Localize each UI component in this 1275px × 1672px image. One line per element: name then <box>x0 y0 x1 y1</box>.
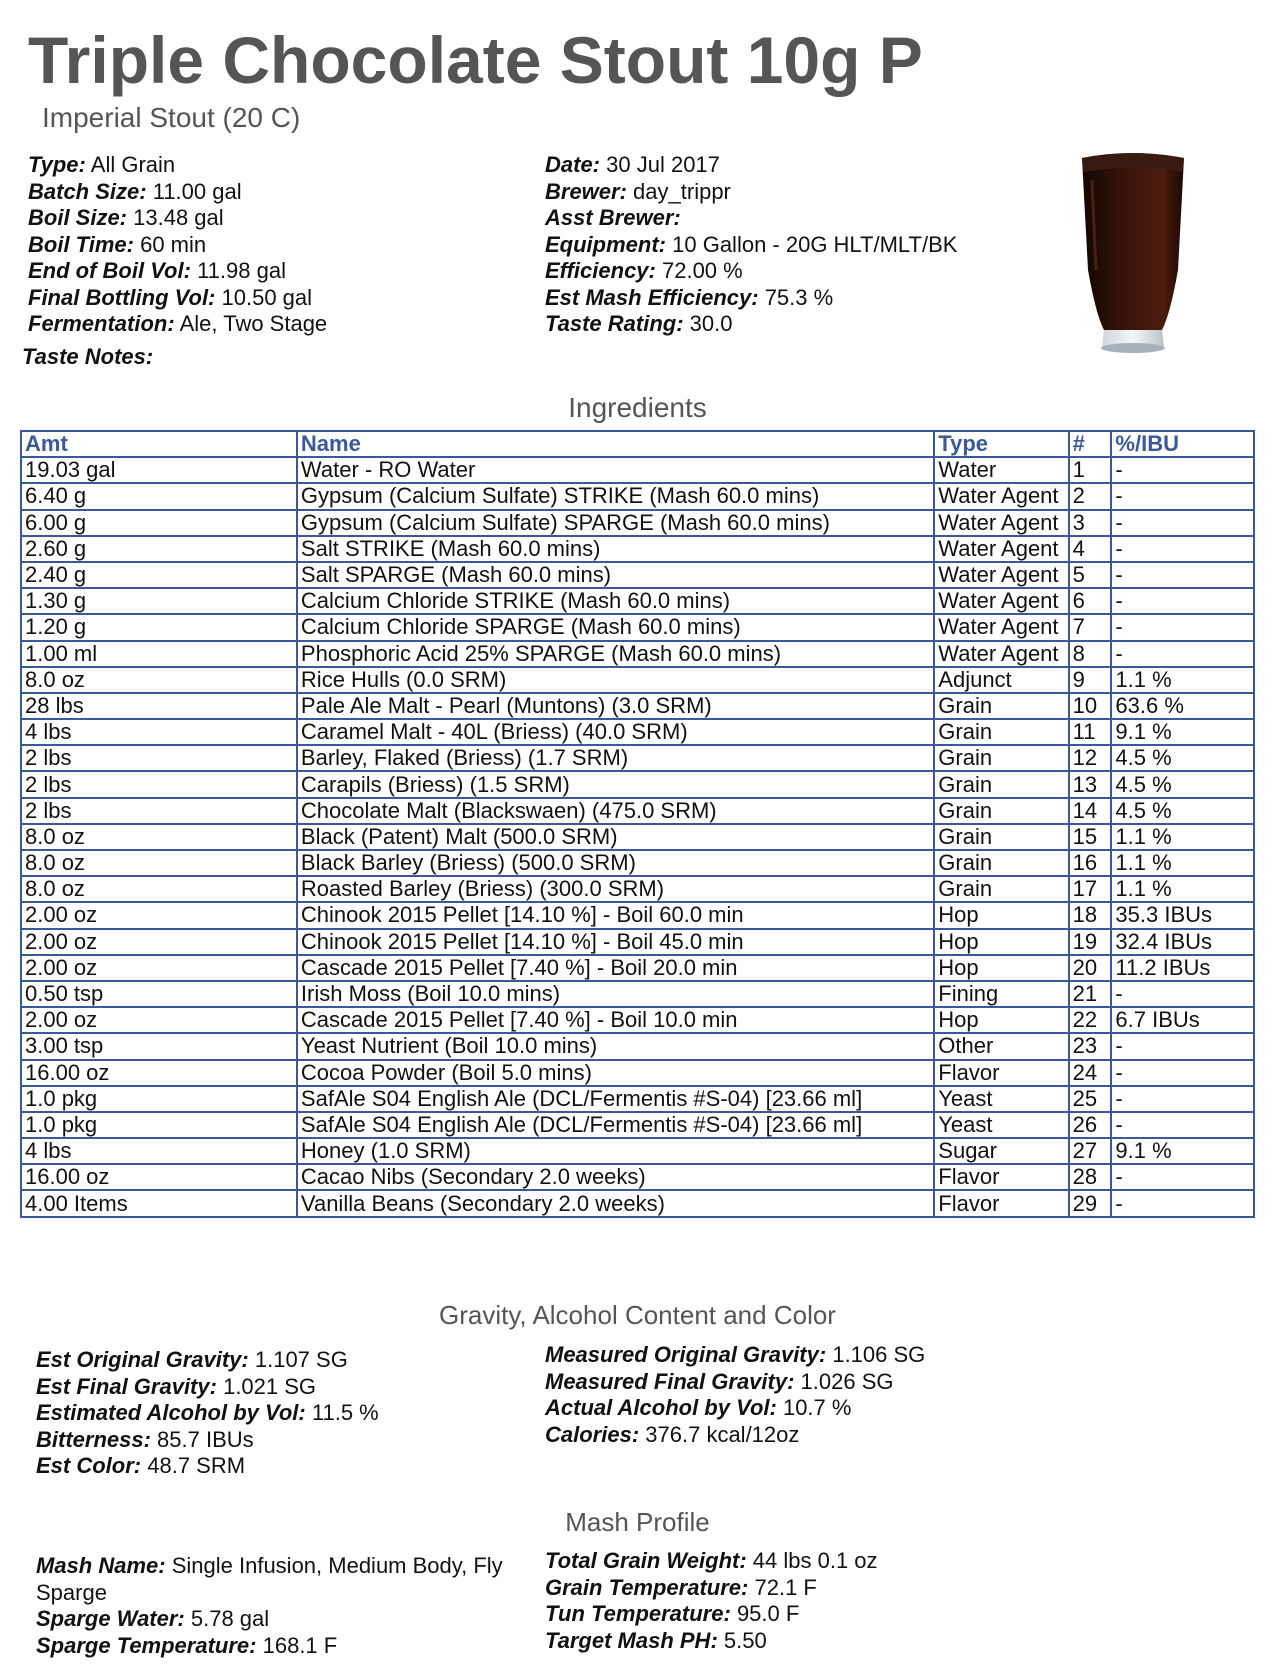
table-row <box>21 457 1254 483</box>
stat-actual-abv: Actual Alcohol by Vol: 10.7 % <box>545 1395 852 1420</box>
column-header-amt: Amt <box>21 431 297 457</box>
cell-amt: 2 lbs <box>21 745 297 771</box>
table-row <box>21 1033 1254 1059</box>
cell-pct-ibu: - <box>1111 562 1254 588</box>
cell-number: 24 <box>1069 1060 1112 1086</box>
table-row <box>21 876 1254 902</box>
cell-name: SafAle S04 English Ale (DCL/Fermentis #S-04) [23.66 ml] <box>297 1112 934 1138</box>
cell-amt: 16.00 oz <box>21 1060 297 1086</box>
cell-name: Gypsum (Calcium Sulfate) SPARGE (Mash 60.0 mins) <box>297 510 934 536</box>
cell-number: 10 <box>1069 693 1112 719</box>
cell-amt: 2.00 oz <box>21 1007 297 1033</box>
cell-type: Water Agent <box>934 588 1068 614</box>
table-row <box>21 667 1254 693</box>
table-row <box>21 771 1254 797</box>
table-row <box>21 588 1254 614</box>
info-boil-time: Boil Time: 60 min <box>28 231 207 257</box>
cell-amt: 3.00 tsp <box>21 1033 297 1059</box>
cell-name: Vanilla Beans (Secondary 2.0 weeks) <box>297 1190 934 1216</box>
info-end-of-boil-vol: End of Boil Vol: 11.98 gal <box>28 258 286 283</box>
cell-number: 6 <box>1069 588 1112 614</box>
recipe-title: Triple Chocolate Stout 10g P <box>28 23 923 97</box>
ingredients-table <box>20 430 1255 1218</box>
cell-type: Fining <box>934 981 1068 1007</box>
cell-pct-ibu: - <box>1111 1086 1254 1112</box>
cell-type: Grain <box>934 693 1068 719</box>
cell-amt: 4 lbs <box>21 1138 297 1164</box>
info-efficiency: Efficiency: 72.00 % <box>545 258 743 283</box>
cell-name: Chinook 2015 Pellet [14.10 %] - Boil 60.0 min <box>297 902 934 928</box>
cell-name: Rice Hulls (0.0 SRM) <box>297 667 934 693</box>
info-final-bottling-vol: Final Bottling Vol: 10.50 gal <box>28 284 313 310</box>
cell-type: Other <box>934 1033 1068 1059</box>
cell-name: Cascade 2015 Pellet [7.40 %] - Boil 10.0 min <box>297 1007 934 1033</box>
cell-pct-ibu: - <box>1111 1164 1254 1190</box>
ingredients-heading: Ingredients <box>568 392 707 423</box>
cell-number: 3 <box>1069 510 1112 536</box>
cell-amt: 2 lbs <box>21 771 297 797</box>
cell-name: Chinook 2015 Pellet [14.10 %] - Boil 45.0 min <box>297 929 934 955</box>
table-row <box>21 614 1254 640</box>
table-row <box>21 929 1254 955</box>
cell-name: SafAle S04 English Ale (DCL/Fermentis #S-04) [23.66 ml] <box>297 1086 934 1112</box>
cell-number: 7 <box>1069 614 1112 640</box>
cell-pct-ibu: 6.7 IBUs <box>1111 1007 1254 1033</box>
table-row <box>21 798 1254 824</box>
table-row <box>21 510 1254 536</box>
cell-type: Flavor <box>934 1190 1068 1216</box>
cell-name: Pale Ale Malt - Pearl (Muntons) (3.0 SRM) <box>297 693 934 719</box>
cell-type: Water Agent <box>934 641 1068 667</box>
table-row <box>21 902 1254 928</box>
taste-notes: Taste Notes: <box>22 344 154 369</box>
cell-number: 18 <box>1069 902 1112 928</box>
stat-grain-temperature: Grain Temperature: 72.1 F <box>545 1574 817 1600</box>
cell-number: 8 <box>1069 641 1112 667</box>
cell-name: Gypsum (Calcium Sulfate) STRIKE (Mash 60.0 mins) <box>297 483 934 509</box>
table-row <box>21 719 1254 745</box>
table-row <box>21 536 1254 562</box>
column-header-number: # <box>1069 431 1112 457</box>
table-row <box>21 1138 1254 1164</box>
cell-amt: 1.0 pkg <box>21 1112 297 1138</box>
cell-pct-ibu: 4.5 % <box>1111 771 1254 797</box>
info-boil-size: Boil Size: 13.48 gal <box>28 205 224 230</box>
recipe-info-left <box>28 152 327 338</box>
cell-type: Hop <box>934 1007 1068 1033</box>
gravity-heading: Gravity, Alcohol Content and Color <box>439 1300 836 1330</box>
cell-number: 16 <box>1069 850 1112 876</box>
cell-type: Yeast <box>934 1112 1068 1138</box>
cell-number: 5 <box>1069 562 1112 588</box>
table-row <box>21 483 1254 509</box>
cell-type: Water Agent <box>934 614 1068 640</box>
stat-est-final-gravity: Est Final Gravity: 1.021 SG <box>36 1373 317 1399</box>
cell-type: Water <box>934 457 1068 483</box>
cell-number: 2 <box>1069 483 1112 509</box>
cell-pct-ibu: - <box>1111 536 1254 562</box>
cell-amt: 19.03 gal <box>21 457 297 483</box>
stat-measured-fg: Measured Final Gravity: 1.026 SG <box>545 1368 894 1394</box>
cell-name: Black (Patent) Malt (500.0 SRM) <box>297 824 934 850</box>
cell-number: 20 <box>1069 955 1112 981</box>
cell-pct-ibu: 1.1 % <box>1111 850 1254 876</box>
cell-amt: 4.00 Items <box>21 1190 297 1216</box>
cell-pct-ibu: - <box>1111 483 1254 509</box>
info-taste-rating: Taste Rating: 30.0 <box>545 311 733 336</box>
info-est-mash-efficiency: Est Mash Efficiency: 75.3 % <box>545 284 834 310</box>
cell-type: Flavor <box>934 1164 1068 1190</box>
cell-number: 23 <box>1069 1033 1112 1059</box>
table-row <box>21 641 1254 667</box>
cell-pct-ibu: - <box>1111 1112 1254 1138</box>
cell-type: Water Agent <box>934 562 1068 588</box>
cell-type: Grain <box>934 771 1068 797</box>
cell-number: 14 <box>1069 798 1112 824</box>
cell-pct-ibu: 1.1 % <box>1111 824 1254 850</box>
cell-type: Water Agent <box>934 483 1068 509</box>
cell-pct-ibu: 9.1 % <box>1111 1138 1254 1164</box>
column-header-type: Type <box>934 431 1068 457</box>
info-type: Type: All Grain <box>28 152 176 177</box>
cell-type: Adjunct <box>934 667 1068 693</box>
cell-type: Grain <box>934 876 1068 902</box>
table-row <box>21 955 1254 981</box>
cell-pct-ibu: - <box>1111 510 1254 536</box>
cell-pct-ibu: - <box>1111 981 1254 1007</box>
cell-amt: 2 lbs <box>21 798 297 824</box>
info-brewer: Brewer: day_trippr <box>545 178 731 204</box>
cell-amt: 2.60 g <box>21 536 297 562</box>
stat-est-abv: Estimated Alcohol by Vol: 11.5 % <box>36 1400 379 1425</box>
cell-amt: 1.0 pkg <box>21 1086 297 1112</box>
cell-type: Flavor <box>934 1060 1068 1086</box>
cell-type: Water Agent <box>934 510 1068 536</box>
cell-name: Calcium Chloride STRIKE (Mash 60.0 mins) <box>297 588 934 614</box>
cell-number: 4 <box>1069 536 1112 562</box>
cell-pct-ibu: - <box>1111 1190 1254 1216</box>
stat-measured-og: Measured Original Gravity: 1.106 SG <box>545 1342 926 1367</box>
table-row <box>21 1190 1254 1216</box>
mash-stats-right <box>545 1548 878 1654</box>
table-row <box>21 1060 1254 1086</box>
cell-name: Cacao Nibs (Secondary 2.0 weeks) <box>297 1164 934 1190</box>
cell-pct-ibu: - <box>1111 641 1254 667</box>
cell-name: Caramel Malt - 40L (Briess) (40.0 SRM) <box>297 719 934 745</box>
stat-bitterness: Bitterness: 85.7 IBUs <box>36 1426 254 1452</box>
cell-amt: 8.0 oz <box>21 824 297 850</box>
cell-name: Phosphoric Acid 25% SPARGE (Mash 60.0 mins) <box>297 641 934 667</box>
cell-number: 22 <box>1069 1007 1112 1033</box>
cell-name: Cascade 2015 Pellet [7.40 %] - Boil 20.0 min <box>297 955 934 981</box>
cell-pct-ibu: 11.2 IBUs <box>1111 955 1254 981</box>
cell-number: 29 <box>1069 1190 1112 1216</box>
cell-pct-ibu: - <box>1111 588 1254 614</box>
beer-glass-icon <box>1078 150 1188 360</box>
cell-amt: 2.00 oz <box>21 902 297 928</box>
cell-pct-ibu: 4.5 % <box>1111 798 1254 824</box>
ingredients-body <box>21 457 1254 1216</box>
info-equipment: Equipment: 10 Gallon - 20G HLT/MLT/BK <box>545 231 958 257</box>
table-row <box>21 693 1254 719</box>
cell-number: 1 <box>1069 457 1112 483</box>
cell-type: Grain <box>934 745 1068 771</box>
cell-number: 25 <box>1069 1086 1112 1112</box>
cell-name: Calcium Chloride SPARGE (Mash 60.0 mins) <box>297 614 934 640</box>
table-row <box>21 981 1254 1007</box>
cell-pct-ibu: - <box>1111 1033 1254 1059</box>
cell-amt: 8.0 oz <box>21 876 297 902</box>
cell-type: Hop <box>934 902 1068 928</box>
stat-calories: Calories: 376.7 kcal/12oz <box>545 1421 800 1447</box>
cell-name: Cocoa Powder (Boil 5.0 mins) <box>297 1060 934 1086</box>
table-row <box>21 562 1254 588</box>
info-asst-brewer: Asst Brewer: <box>545 205 681 230</box>
cell-type: Grain <box>934 824 1068 850</box>
table-row <box>21 1112 1254 1138</box>
cell-number: 26 <box>1069 1112 1112 1138</box>
cell-amt: 2.40 g <box>21 562 297 588</box>
stat-mash-name: Mash Name: Single Infusion, Medium Body, Fly Sparge <box>36 1553 503 1605</box>
cell-pct-ibu: 32.4 IBUs <box>1111 929 1254 955</box>
recipe-info-right <box>545 152 957 338</box>
column-header-name: Name <box>297 431 934 457</box>
cell-type: Grain <box>934 850 1068 876</box>
cell-name: Chocolate Malt (Blackswaen) (475.0 SRM) <box>297 798 934 824</box>
cell-number: 19 <box>1069 929 1112 955</box>
cell-number: 9 <box>1069 667 1112 693</box>
table-row <box>21 850 1254 876</box>
info-fermentation: Fermentation: Ale, Two Stage <box>28 311 328 336</box>
cell-type: Sugar <box>934 1138 1068 1164</box>
cell-number: 27 <box>1069 1138 1112 1164</box>
mash-heading: Mash Profile <box>565 1507 710 1537</box>
cell-name: Salt SPARGE (Mash 60.0 mins) <box>297 562 934 588</box>
cell-name: Yeast Nutrient (Boil 10.0 mins) <box>297 1033 934 1059</box>
cell-type: Hop <box>934 955 1068 981</box>
cell-number: 28 <box>1069 1164 1112 1190</box>
cell-amt: 0.50 tsp <box>21 981 297 1007</box>
cell-amt: 28 lbs <box>21 693 297 719</box>
cell-amt: 2.00 oz <box>21 955 297 981</box>
cell-amt: 1.00 ml <box>21 641 297 667</box>
cell-amt: 1.20 g <box>21 614 297 640</box>
cell-type: Water Agent <box>934 536 1068 562</box>
cell-pct-ibu: - <box>1111 1060 1254 1086</box>
cell-amt: 4 lbs <box>21 719 297 745</box>
cell-number: 21 <box>1069 981 1112 1007</box>
cell-amt: 8.0 oz <box>21 667 297 693</box>
info-date: Date: 30 Jul 2017 <box>545 152 720 177</box>
stat-total-grain-weight: Total Grain Weight: 44 lbs 0.1 oz <box>545 1548 878 1573</box>
cell-pct-ibu: 63.6 % <box>1111 693 1254 719</box>
cell-name: Black Barley (Briess) (500.0 SRM) <box>297 850 934 876</box>
table-row <box>21 1007 1254 1033</box>
cell-amt: 8.0 oz <box>21 850 297 876</box>
recipe-style: Imperial Stout (20 C) <box>42 102 301 133</box>
cell-name: Irish Moss (Boil 10.0 mins) <box>297 981 934 1007</box>
stat-est-original-gravity: Est Original Gravity: 1.107 SG <box>36 1347 348 1372</box>
cell-type: Yeast <box>934 1086 1068 1112</box>
stat-sparge-water: Sparge Water: 5.78 gal <box>36 1606 270 1631</box>
stat-tun-temperature: Tun Temperature: 95.0 F <box>545 1601 800 1626</box>
table-row <box>21 745 1254 771</box>
cell-number: 12 <box>1069 745 1112 771</box>
info-batch-size: Batch Size: 11.00 gal <box>28 178 242 204</box>
cell-name: Salt STRIKE (Mash 60.0 mins) <box>297 536 934 562</box>
gravity-stats-right <box>545 1342 925 1448</box>
stat-est-color: Est Color: 48.7 SRM <box>36 1453 246 1478</box>
cell-pct-ibu: 1.1 % <box>1111 876 1254 902</box>
table-header-row <box>21 431 1254 457</box>
gravity-stats-left <box>36 1347 379 1480</box>
cell-type: Grain <box>934 719 1068 745</box>
cell-pct-ibu: 35.3 IBUs <box>1111 902 1254 928</box>
mash-stats-left <box>36 1553 526 1659</box>
cell-pct-ibu: - <box>1111 614 1254 640</box>
cell-amt: 2.00 oz <box>21 929 297 955</box>
cell-pct-ibu: 4.5 % <box>1111 745 1254 771</box>
cell-pct-ibu: - <box>1111 457 1254 483</box>
column-header-pct-ibu: %/IBU <box>1111 431 1254 457</box>
cell-type: Grain <box>934 798 1068 824</box>
cell-number: 11 <box>1069 719 1112 745</box>
cell-pct-ibu: 9.1 % <box>1111 719 1254 745</box>
cell-type: Hop <box>934 929 1068 955</box>
cell-number: 13 <box>1069 771 1112 797</box>
table-row <box>21 1086 1254 1112</box>
cell-number: 15 <box>1069 824 1112 850</box>
cell-pct-ibu: 1.1 % <box>1111 667 1254 693</box>
cell-amt: 16.00 oz <box>21 1164 297 1190</box>
stat-sparge-temperature: Sparge Temperature: 168.1 F <box>36 1632 338 1658</box>
cell-name: Roasted Barley (Briess) (300.0 SRM) <box>297 876 934 902</box>
cell-number: 17 <box>1069 876 1112 902</box>
stat-target-mash-ph: Target Mash PH: 5.50 <box>545 1627 767 1653</box>
cell-name: Water - RO Water <box>297 457 934 483</box>
table-row <box>21 1164 1254 1190</box>
table-row <box>21 824 1254 850</box>
cell-amt: 6.40 g <box>21 483 297 509</box>
cell-name: Barley, Flaked (Briess) (1.7 SRM) <box>297 745 934 771</box>
cell-amt: 6.00 g <box>21 510 297 536</box>
cell-name: Honey (1.0 SRM) <box>297 1138 934 1164</box>
cell-name: Carapils (Briess) (1.5 SRM) <box>297 771 934 797</box>
cell-amt: 1.30 g <box>21 588 297 614</box>
